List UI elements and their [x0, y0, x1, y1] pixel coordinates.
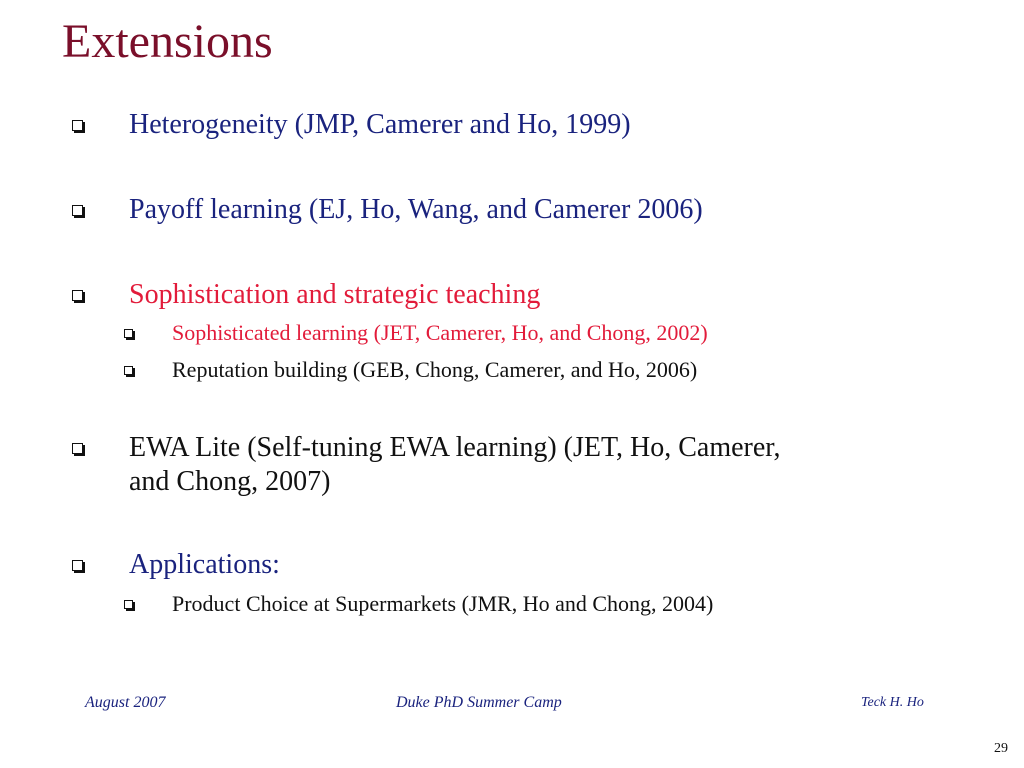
subbullet-text: Sophisticated learning (JET, Camerer, Ho, and Chong, 2002) — [172, 320, 708, 345]
page-number: 29 — [994, 741, 1008, 756]
bullet-text: Sophistication and strategic teaching — [129, 279, 541, 310]
bullet-text: Heterogeneity (JMP, Camerer and Ho, 1999) — [129, 109, 631, 140]
square-bullet-icon — [72, 560, 83, 571]
square-bullet-icon — [124, 600, 133, 609]
square-bullet-icon — [72, 290, 83, 301]
bullet-text: Payoff learning (EJ, Ho, Wang, and Camerer 2006) — [129, 194, 703, 225]
subbullet-text: Reputation building (GEB, Chong, Camerer, and Ho, 2006) — [172, 357, 698, 382]
footer-author: Teck H. Ho — [861, 695, 924, 710]
slide-title: Extensions — [62, 15, 273, 68]
square-bullet-icon — [124, 366, 133, 375]
square-bullet-icon — [124, 329, 133, 338]
footer-event: Duke PhD Summer Camp — [396, 694, 562, 711]
bullet-text: Applications: — [129, 549, 280, 580]
footer-date: August 2007 — [85, 694, 166, 711]
bullet-text-line2: and Chong, 2007) — [129, 466, 331, 497]
square-bullet-icon — [72, 205, 83, 216]
square-bullet-icon — [72, 120, 83, 131]
square-bullet-icon — [72, 443, 83, 454]
bullet-text-line1: EWA Lite (Self-tuning EWA learning) (JET, Ho, Camerer, — [129, 432, 781, 463]
subbullet-text: Product Choice at Supermarkets (JMR, Ho and Chong, 2004) — [172, 591, 714, 616]
